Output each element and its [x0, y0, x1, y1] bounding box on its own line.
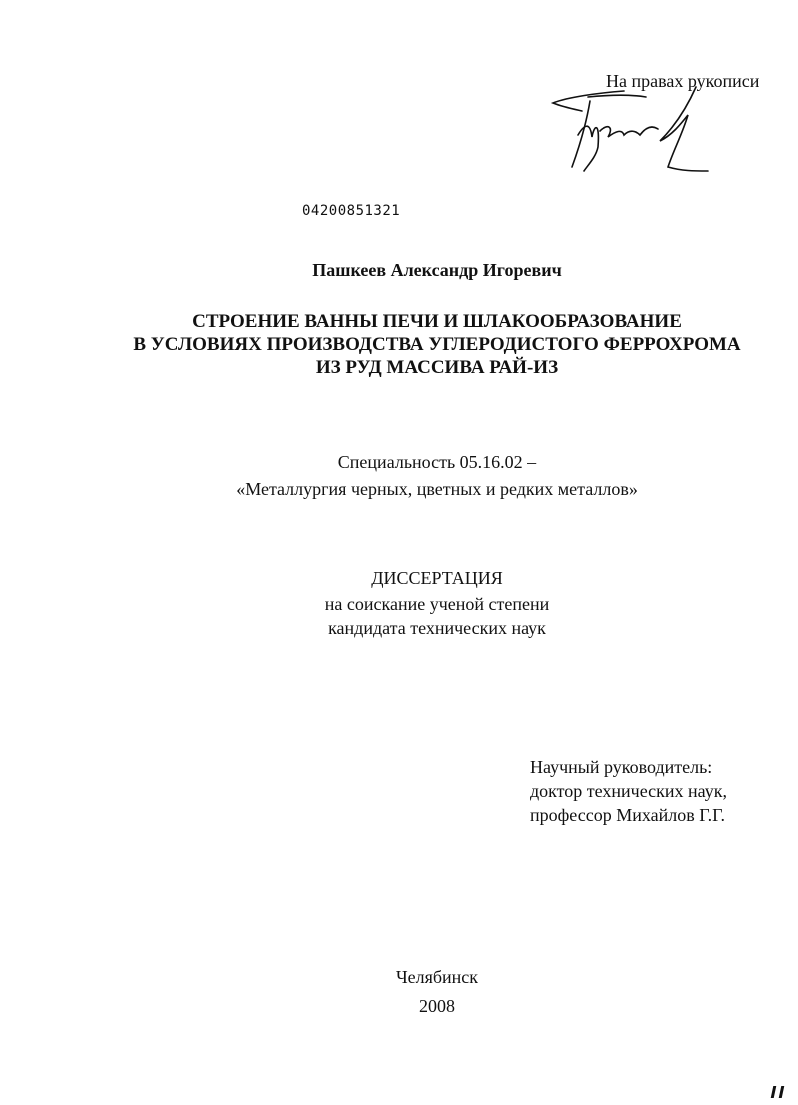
thesis-title-line-3: ИЗ РУД МАССИВА РАЙ-ИЗ	[315, 357, 559, 378]
supervisor-name: профессор Михайлов Г.Г.	[530, 805, 725, 825]
degree-line-2: кандидата технических наук	[328, 618, 546, 638]
author-name: Пашкеев Александр Игоревич	[312, 260, 562, 280]
thesis-title-line-1: СТРОЕНИЕ ВАННЫ ПЕЧИ И ШЛАКООБРАЗОВАНИЕ	[192, 311, 682, 332]
barcode-number: 04200851321	[302, 203, 401, 219]
supervisor-label: Научный руководитель:	[530, 757, 713, 777]
manuscript-rights-label: На правах рукописи	[606, 71, 760, 91]
scan-mark	[779, 1086, 785, 1098]
document-type: ДИССЕРТАЦИЯ	[371, 568, 503, 588]
supervisor-degree: доктор технических наук,	[530, 781, 727, 801]
signature-image	[548, 85, 718, 180]
thesis-title-line-2: В УСЛОВИЯХ ПРОИЗВОДСТВА УГЛЕРОДИСТОГО ФЕРРОХРОМА	[133, 334, 741, 355]
year: 2008	[419, 996, 455, 1016]
scan-mark	[771, 1086, 777, 1098]
degree-line-1: на соискание ученой степени	[324, 594, 550, 614]
specialty-code: Специальность 05.16.02 –	[337, 452, 537, 472]
specialty-name: «Металлургия черных, цветных и редких металлов»	[236, 479, 638, 499]
city: Челябинск	[395, 967, 479, 987]
